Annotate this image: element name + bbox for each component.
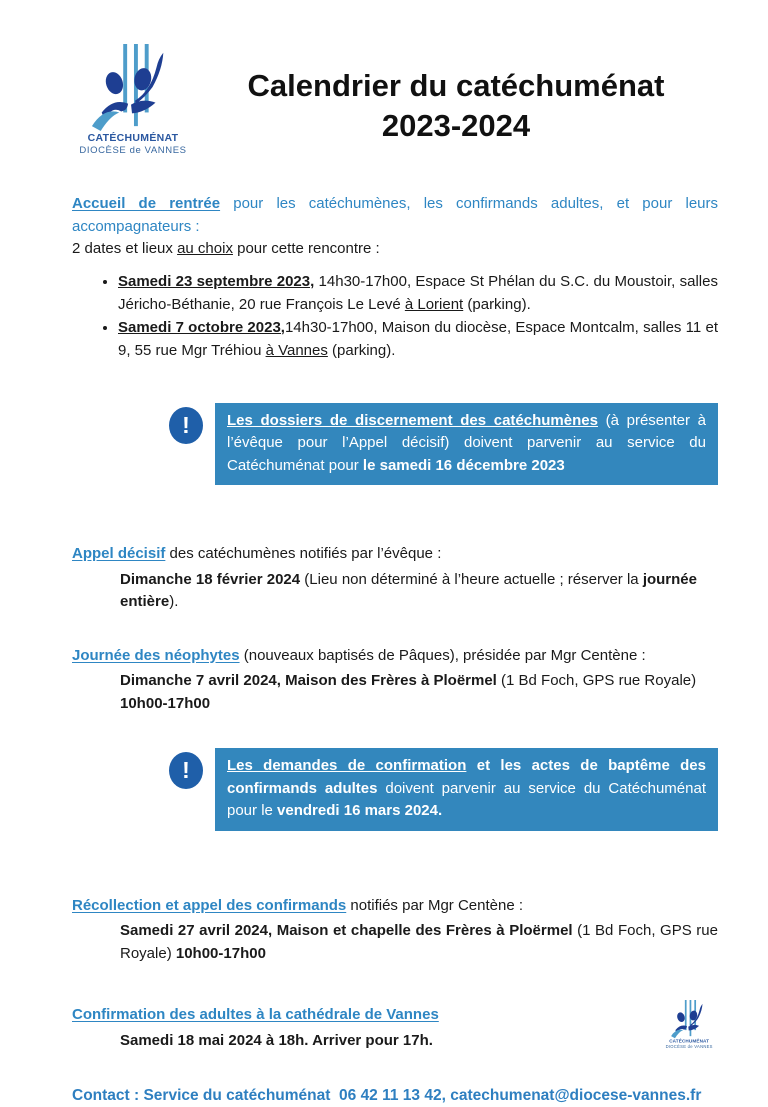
appel-detail xyxy=(120,569,718,614)
callout2-body: doivent parvenir au service du Catéchuménat pour le xyxy=(227,779,706,819)
logo-caption-line2: DIOCÈSE de VANNES xyxy=(665,1044,713,1050)
diocese-logo xyxy=(72,44,194,157)
callout2-lead-bold: et les actes de baptême des confirmands adultes xyxy=(227,757,706,797)
list-item-date2 xyxy=(118,316,718,362)
accueil-subline-post: pour cette rencontre : xyxy=(232,240,380,257)
neophytes-heading: Journée des néophytes xyxy=(72,646,240,664)
accueil-heading-line xyxy=(72,193,718,238)
diocese-logo-icon xyxy=(666,1000,712,1039)
confirmation-detail: Samedi 18 mai 2024 à 18h. Arriver pour 17h. xyxy=(120,1031,433,1049)
exclamation-icon: ! xyxy=(169,407,203,444)
recollection-detail xyxy=(120,920,718,965)
appel-date: Dimanche 18 février 2024 xyxy=(120,570,301,588)
date1-text: 14h30-17h00, Espace St Phélan du S.C. du Moustoir, salles Jéricho-Béthanie, 20 rue François Le Levé xyxy=(118,272,718,313)
recollection-hours: 10h00-17h00 xyxy=(175,944,266,962)
appel-detail-mid: (Lieu non déterminé à l’heure actuelle ; réserver la xyxy=(300,570,643,588)
callout-confirmation-box xyxy=(215,748,718,831)
date1-bold: Samedi 23 septembre 2023, xyxy=(118,272,315,290)
recollection-heading-rest: notifiés par Mgr Centène : xyxy=(346,896,523,914)
appel-detail-bold: journée entière xyxy=(120,570,697,610)
callout1-deadline: le samedi 16 décembre 2023 xyxy=(362,456,565,474)
page-title-line1: Calendrier du catéchuménat xyxy=(247,68,665,103)
footer-logo xyxy=(662,1000,716,1050)
section-accueil xyxy=(72,193,718,362)
section-recollection xyxy=(72,895,718,966)
appel-heading-line xyxy=(72,543,718,566)
confirmation-heading: Confirmation des adultes à la cathédrale de Vannes xyxy=(72,1006,439,1023)
logo-caption-line1: CATÉCHUMÉNAT xyxy=(87,132,179,144)
callout-confirmation xyxy=(169,748,718,831)
list-item-date1 xyxy=(118,270,718,316)
accueil-dates-list xyxy=(72,270,718,362)
neophytes-heading-rest: (nouveaux baptisés de Pâques), présidée par Mgr Centène : xyxy=(239,646,646,664)
appel-heading: Appel décisif xyxy=(72,545,166,562)
section-confirmation-adultes xyxy=(72,1004,718,1052)
appel-heading-rest: des catéchumènes notifiés par l’évêque : xyxy=(165,545,442,562)
logo-caption-line2: DIOCÈSE de VANNES xyxy=(79,145,187,157)
page-title-line2: 2023-2024 xyxy=(381,108,531,143)
recollection-detail-mid: (1 Bd Foch, GPS rue Royale) xyxy=(120,922,718,962)
date2-bold: Samedi 7 octobre 2023, xyxy=(118,318,285,336)
diocese-logo-icon xyxy=(81,44,185,132)
contact-line: Contact : Service du catéchuménat 06 42 11 13 42, catechumenat@diocese-vannes.fr xyxy=(72,1087,702,1104)
accueil-subline xyxy=(72,238,718,261)
date1-place: à Lorient xyxy=(404,295,464,313)
callout1-lead: Les dossiers de discernement des catéchumènes xyxy=(227,411,598,429)
date2-place: à Vannes xyxy=(265,341,328,359)
confirmation-heading-line xyxy=(72,1004,718,1027)
diocese-logo-small xyxy=(662,1000,716,1050)
document-header xyxy=(72,0,718,157)
accueil-heading: Accueil de rentrée xyxy=(72,195,221,212)
appel-detail-end: ). xyxy=(169,593,179,610)
neophytes-date: Dimanche 7 avril 2024, Maison des Frères à Ploërmel xyxy=(120,672,497,689)
neophytes-hours: 10h00-17h00 xyxy=(120,694,211,712)
date1-after: (parking). xyxy=(463,295,531,313)
date2-after: (parking). xyxy=(327,341,396,359)
recollection-heading-line xyxy=(72,895,718,918)
exclamation-icon: ! xyxy=(169,752,203,789)
recollection-heading: Récollection et appel des confirmands xyxy=(72,896,347,914)
callout-dossiers-box xyxy=(215,403,718,486)
accueil-subline-underline: au choix xyxy=(177,240,233,257)
section-neophytes xyxy=(72,645,718,716)
title-block xyxy=(194,44,718,157)
callout2-deadline: vendredi 16 mars 2024. xyxy=(277,802,443,819)
accueil-subline-pre: 2 dates et lieux xyxy=(72,240,178,257)
callout-dossiers xyxy=(169,403,718,486)
recollection-date: Samedi 27 avril 2024, Maison et chapelle des Frères à Ploërmel xyxy=(120,922,573,939)
logo-caption-line1: CATÉCHUMÉNAT xyxy=(669,1038,710,1044)
date2-text: 14h30-17h00, Maison du diocèse, Espace Montcalm, salles 11 et 9, 55 rue Mgr Tréhiou xyxy=(118,318,718,359)
neophytes-detail xyxy=(120,670,718,715)
section-appel-decisif xyxy=(72,543,718,614)
neophytes-detail-mid: (1 Bd Foch, GPS rue Royale) xyxy=(496,672,697,689)
callout1-body: (à présenter à l’évêque pour l’Appel décisif) doivent parvenir au service du Catéchuménat pour xyxy=(227,411,706,474)
neophytes-heading-line xyxy=(72,645,718,668)
accueil-heading-rest: pour les catéchumènes, les confirmands adultes, et pour leurs accompagnateurs : xyxy=(72,195,719,235)
callout2-lead: Les demandes de confirmation xyxy=(227,757,467,774)
